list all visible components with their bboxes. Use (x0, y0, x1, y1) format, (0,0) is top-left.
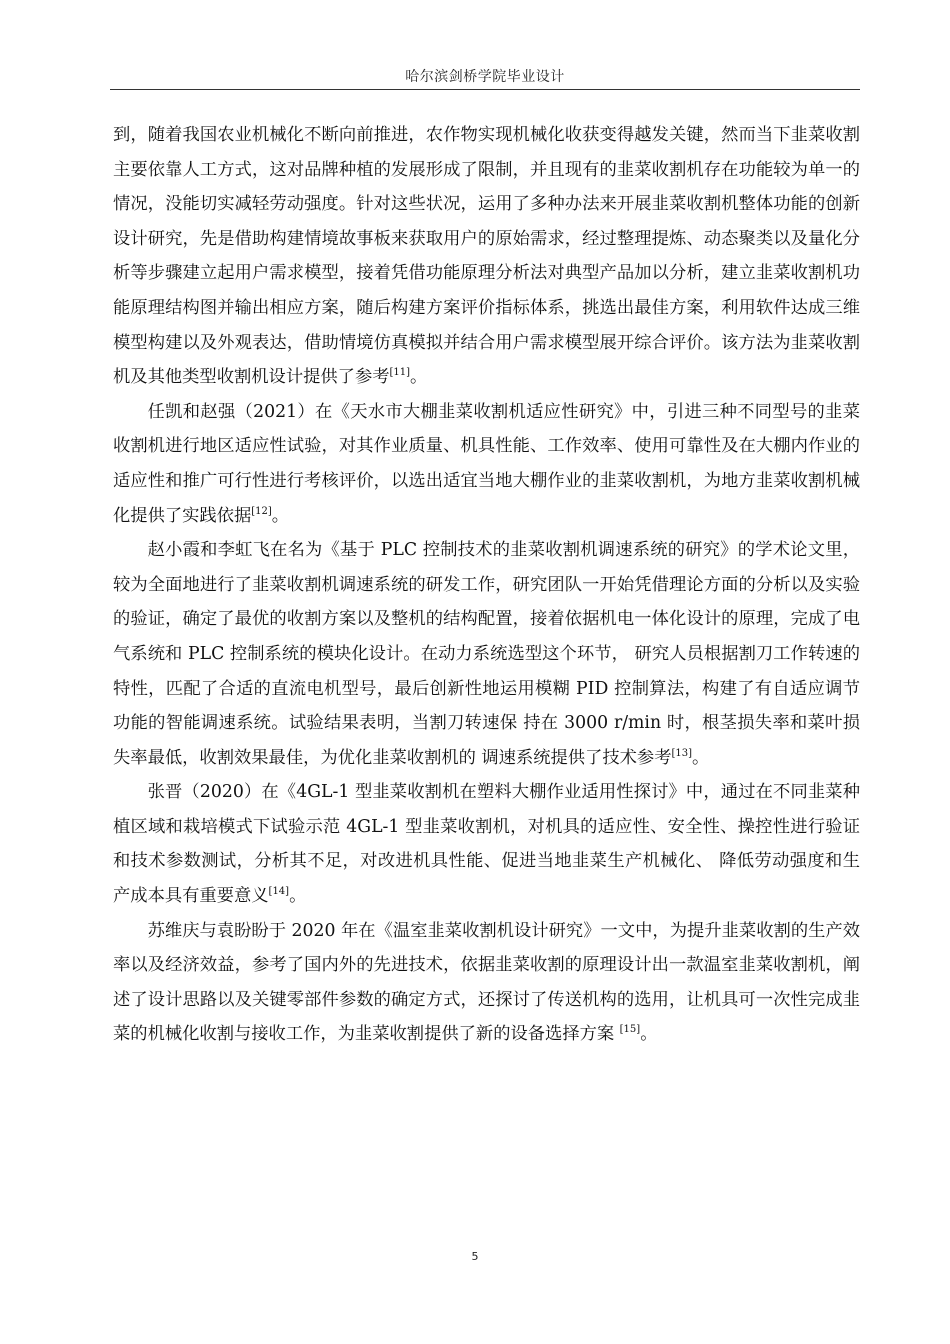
page-number: 5 (471, 1250, 479, 1263)
body-text (113, 118, 860, 1052)
paragraph-end: 。 (692, 747, 710, 768)
paragraph-text: 到，随着我国农业机械化不断向前推进，农作物实现机械化收获变得越发关键，然而当下韭菜收割主要依靠人工方式，这对品牌种植的发展形成了限制，并且现有的韭菜收割机存在功能较为单一的情况，没能切实减轻劳动强度。针对这些状况，运用了多种办法来开展韭菜收割机整体功能的创新设计研究，先是借助构建情境故事板来获取用户的原始需求，经过整理提炼、动态聚类以及量化分析等步骤建立起用户需求模型，接着凭借功能原理分析法对典型产品加以分析，建立韭菜收割机功能原理结构图并输出相应方案，随后构建方案评价指标体系，挑选出最佳方案，利用软件达成三维模型构建以及外观表达，借助情境仿真模拟并结合用户需求模型展开综合评价。该方法为韭菜收割机及其他类型收割机设计提供了参考 (113, 125, 860, 388)
paragraph-end: 。 (289, 886, 307, 907)
paragraph-text: 张晋（2020）在《4GL-1 型韭菜收割机在塑料大棚作业适用性探讨》中，通过在不同韭菜种植区域和栽培模式下试验示范 4GL-1 型韭菜收割机，对机具的适应性、安全性、操控性进行验证和技术参数测试，分析其不足，对改进机具性能、促进当地韭菜生产机械化、 降低劳动强度和生产成本具有重要意义 (113, 782, 860, 907)
header-divider (110, 89, 860, 90)
paragraph-su-weiqing (113, 914, 860, 1052)
paragraph-end: 。 (271, 505, 290, 526)
paragraph-ren-kai (113, 395, 860, 533)
paragraph-zhang-jin (113, 775, 860, 913)
paragraph-text: 苏维庆与袁盼盼于 2020 年在《温室韭菜收割机设计研究》一文中，为提升韭菜收割的生产效率以及经济效益，参考了国内外的先进技术，依据韭菜收割的原理设计出一款温室韭菜收割机，阐述了设计思路以及关键零部件参数的确定方式，还探讨了传送机构的选用，让机具可一次性完成韭菜的机械化收割与接收工作，为韭菜收割提供了新的设备选择方案 (113, 920, 860, 1045)
citation-ref: [13] (671, 747, 693, 759)
paragraph-end: 。 (640, 1024, 658, 1045)
citation-ref: [15] (619, 1024, 641, 1036)
paragraph-text: 任凯和赵强（2021）在《天水市大棚韭菜收割机适应性研究》中，引进三种不同型号的韭菜收割机进行地区适应性试验，对其作业质量、机具性能、工作效率、使用可靠性及在大棚内作业的适应性和推广可行性进行考核评价，以选出适宜当地大棚作业的韭菜收割机，为地方韭菜收割机械化提供了实践依据 (113, 401, 860, 526)
running-header: 哈尔滨剑桥学院毕业设计 (405, 69, 565, 85)
citation-ref: [14] (268, 886, 290, 898)
paragraph-zhao-xiaoxia (113, 533, 860, 775)
citation-ref: [11] (389, 367, 411, 379)
paragraph-continuation (113, 118, 860, 395)
paragraph-text: 赵小霞和李虹飞在名为《基于 PLC 控制技术的韭菜收割机调速系统的研究》的学术论文里，较为全面地进行了韭菜收割机调速系统的研发工作，研究团队一开始凭借理论方面的分析以及实验的验证，确定了最优的收割方案以及整机的结构配置，接着依据机电一体化设计的原理，完成了电气系统和 PLC 控制系统的模块化设计。在动力系统选型这个环节， 研究人员根据割刀工作转速的特性，匹配了合适的直流电机型号，最后创新性地运用模糊 PID 控制算法，构建了有自适应调节功能的智能调速系统。试验结果表明，当割刀转速保 持在 3000 r/min 时，根茎损失率和菜叶损失率最低，收割效果最佳，为优化韭菜收割机的 调速系统提供了技术参考 (113, 540, 860, 768)
paragraph-end: 。 (410, 367, 428, 388)
citation-ref: [12] (251, 505, 272, 517)
